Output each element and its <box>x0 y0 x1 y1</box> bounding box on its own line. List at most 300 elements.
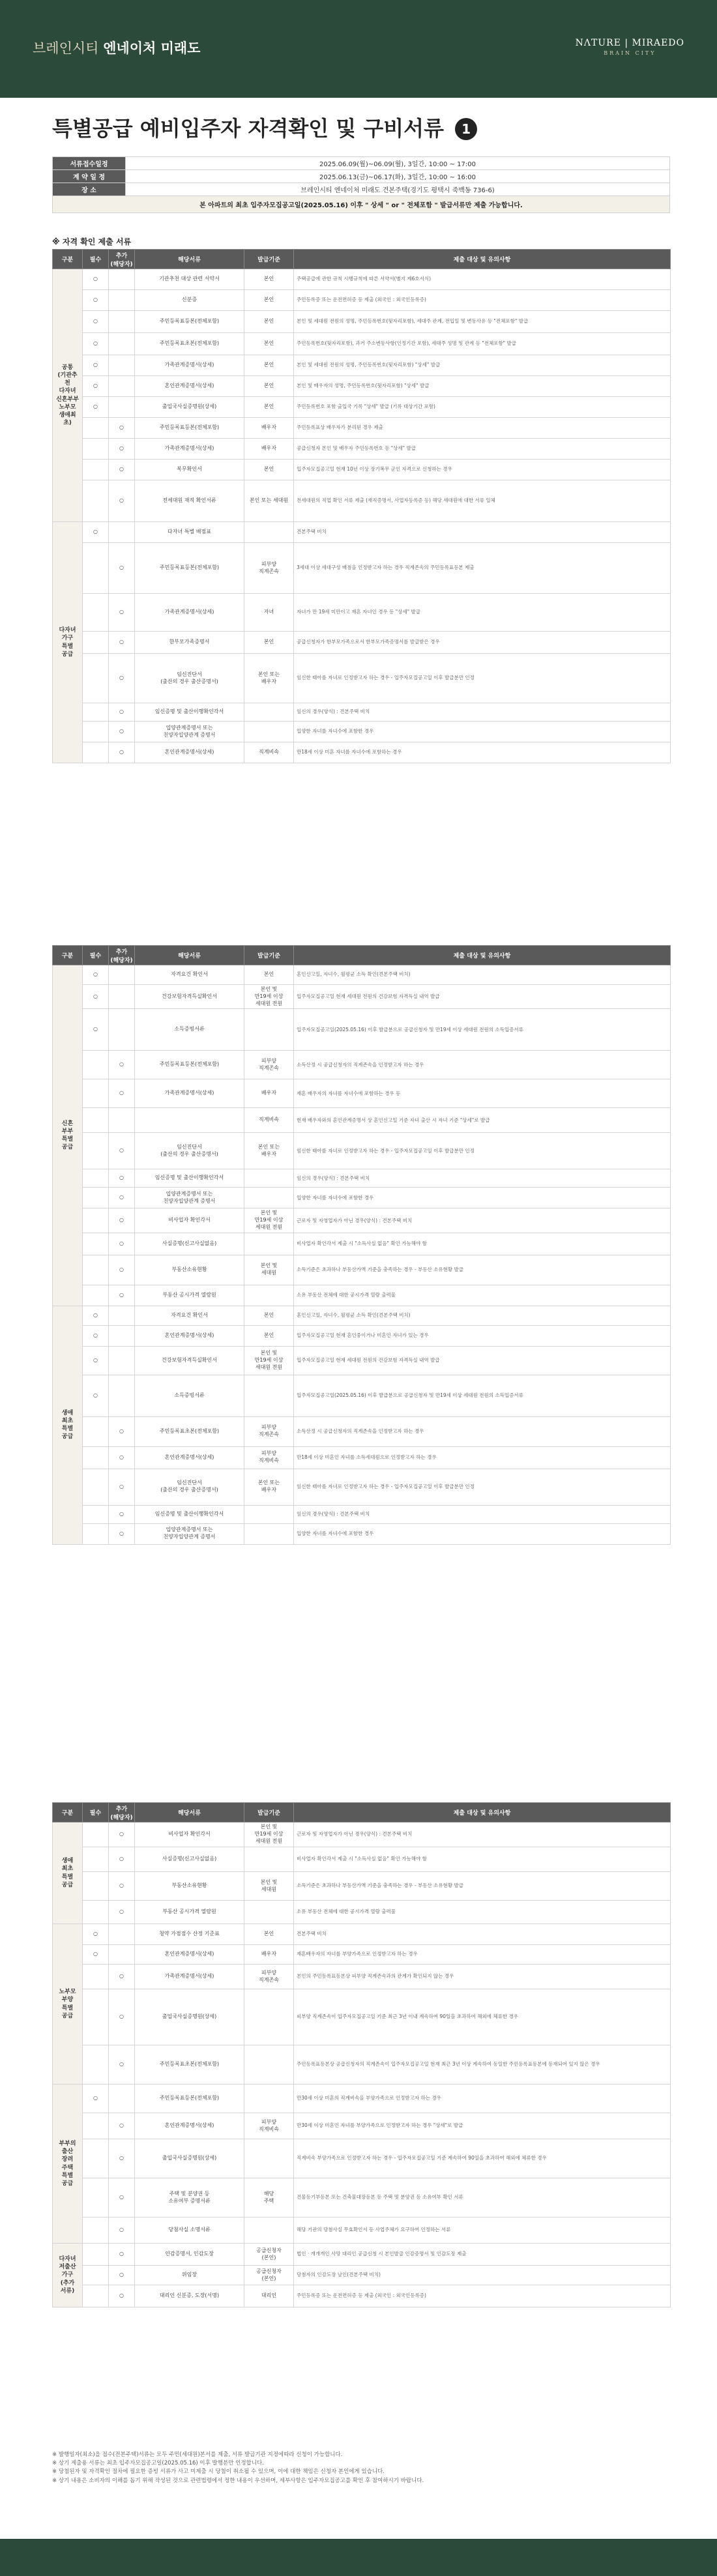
document-name: 가족관계증명서(상세) <box>135 439 244 460</box>
document-name: 청약 가점점수 산정 기준표 <box>135 1924 244 1945</box>
issuer-cell <box>244 522 294 543</box>
additional-mark: ○ <box>109 1989 135 2045</box>
footnote-line: ※ 발행일자(최소)을 접수(전본주택)서류는 모두 주민(세대원)본서를 제출, 서류 발급기관 지정에따라 신청이 가능합니다. <box>52 2452 343 2458</box>
issuer-cell: 본인 <box>244 376 294 397</box>
issuer-cell: 배우자 <box>244 1945 294 1965</box>
issuer-cell: 본인 및 만19세 이상 세대원 전원 <box>244 1822 294 1847</box>
document-name: 인감증명서, 인감도장 <box>135 2244 244 2266</box>
document-name: 사실증명(신고사실없음) <box>135 1233 244 1255</box>
info-note: 본 아파트의 최초 입주자모집공고일(2025.05.16) 이후 " 상세 " or " 전체포함 " 발급서류만 제출 가능합니다. <box>53 196 670 213</box>
table-header-row <box>53 1803 671 1822</box>
info-row <box>53 170 670 183</box>
document-name: 임신증명 및 출산이행확인각서 <box>135 1505 244 1523</box>
issuer-cell <box>244 1009 294 1051</box>
issuer-cell <box>244 1285 294 1306</box>
issuer-cell: 피부양 직계존속 <box>244 1051 294 1079</box>
additional-mark: ○ <box>109 2139 135 2178</box>
issuer-cell <box>244 1901 294 1924</box>
note-cell: 피부양 직계존속이 입주자모집공고일 기준 최근 3년 이내 계속하여 90일을 초과하여 해외에 체류한 경우 <box>294 1989 671 2045</box>
document-name: 임신증명 및 출산이행확인각서 <box>135 703 244 722</box>
document-name: 당첨사실 소명서류 <box>135 2217 244 2244</box>
additional-mark <box>109 269 135 290</box>
note-cell: 주민등록번호(뒷자리포함), 과거 주소변동사항(인정기간 포함), 세대주 성명 및 관계 등 "전체포함" 발급 <box>294 333 671 355</box>
required-mark: ○ <box>83 376 109 397</box>
issuer-cell <box>244 2139 294 2178</box>
header-additional: 추가 (해당자) <box>109 250 135 269</box>
header-document: 해당서류 <box>135 1803 244 1822</box>
document-name: 사실증명(신고사실없음) <box>135 1847 244 1872</box>
required-mark: ○ <box>83 965 109 985</box>
table-row <box>53 522 671 543</box>
additional-mark: ○ <box>109 1079 135 1108</box>
note-cell: 입주자모집공고일(2025.05.16) 이후 발급분으로 공급신청자 및 만19세 이상 세대원 전원의 소득입증서류 <box>294 1009 671 1051</box>
table-row <box>53 1416 671 1446</box>
issuer-cell: 공급신청자 (본인) <box>244 2266 294 2285</box>
additional-mark: ○ <box>109 1208 135 1233</box>
additional-mark: ○ <box>109 1446 135 1469</box>
issuer-cell: 공급신청자 (본인) <box>244 2244 294 2266</box>
table-row <box>53 1051 671 1079</box>
section-title: ※ 자격 확인 제출 서류 <box>52 237 132 246</box>
note-cell: 본인 및 세대원 전원의 성명, 주민등록번호(뒷자리포함), 세대주 관계, 전입일 및 변동사유 등 "전체포함" 발급 <box>294 311 671 333</box>
issuer-cell: 자녀 <box>244 594 294 632</box>
table-row <box>53 2285 671 2307</box>
required-mark <box>83 543 109 594</box>
note-cell: 입주자모집공고일 현재 세대원 전원의 건강보험 자격득실 내역 발급 <box>294 985 671 1009</box>
additional-mark <box>109 965 135 985</box>
note-cell: 재혼 배우자의 자녀를 자녀수에 포함하는 경우 등 <box>294 1079 671 1108</box>
table-row <box>53 1306 671 1325</box>
additional-mark: ○ <box>109 2045 135 2085</box>
additional-mark: ○ <box>109 1051 135 1079</box>
schedule-info-table <box>52 156 670 213</box>
table-row <box>53 2139 671 2178</box>
footnote-line: ※ 상기 내용은 소비자의 이해를 돕기 위해 작성된 것으로 관련법령에서 정한 내용이 우선하며, 세부사항은 입주자모집공고를 확인 후 참여하시기 바랍니다. <box>52 2477 424 2484</box>
header-required: 필수 <box>83 1803 109 1822</box>
brand-prefix: 브레인시티 <box>33 40 99 56</box>
additional-mark: ○ <box>109 1523 135 1544</box>
additional-mark: ○ <box>109 1822 135 1847</box>
document-name: 부동산소유현황 <box>135 1872 244 1901</box>
document-name: 출입국사실증명원(상세) <box>135 2139 244 2178</box>
note-cell: 근로자 및 자영업자가 아닌 경우(양식) : 견본주택 비치 <box>294 1208 671 1233</box>
table-row <box>53 418 671 439</box>
table-row <box>53 722 671 742</box>
note-cell: 건물등기부등본 또는 건축물대장등본 등 주택 및 분양권 등 소유여부 확인 서류 <box>294 2178 671 2217</box>
document-name: 입양관계증명서 또는 친양자입양관계 증명서 <box>135 722 244 742</box>
additional-mark: ○ <box>109 439 135 460</box>
documents-table-3 <box>52 1802 671 2307</box>
document-name: 입양관계증명서 또는 친양자입양관계 증명서 <box>135 1523 244 1544</box>
table-row <box>53 333 671 355</box>
note-cell: 만18세 이상 미혼 자녀를 자녀수에 포함하는 경우 <box>294 742 671 763</box>
note-cell: 당첨자의 인감도장 날인(견본주택 비치) <box>294 2266 671 2285</box>
documents-table-2 <box>52 945 671 1545</box>
required-mark <box>83 1901 109 1924</box>
note-cell: 견본주택 비치 <box>294 522 671 543</box>
header-additional: 추가 (해당자) <box>109 946 135 965</box>
required-mark: ○ <box>83 2085 109 2113</box>
table-row <box>53 1872 671 1901</box>
note-cell: 입주자모집공고일 현재 혼인중이거나 미혼인 자녀가 있는 경우 <box>294 1325 671 1346</box>
additional-mark: ○ <box>109 1469 135 1505</box>
additional-mark: ○ <box>109 1188 135 1208</box>
required-mark: ○ <box>83 311 109 333</box>
category-cell: 신혼 부부 특별 공급 <box>53 965 83 1306</box>
note-cell: 현재 배우자와의 혼인관계증명서 상 혼인신고일 기준 자녀 출산 시 자녀 기준 "상세"로 발급 <box>294 1108 671 1133</box>
document-name: 주민등록표등본(전체포함) <box>135 311 244 333</box>
note-cell: 혼인신고일, 자녀수, 월평균 소득 확인(견본주택 비치) <box>294 1306 671 1325</box>
issuer-cell <box>244 1989 294 2045</box>
page-title-text: 특별공급 예비입주자 자격확인 및 구비서류 <box>52 116 444 141</box>
issuer-cell: 본인 <box>244 290 294 311</box>
note-cell: 소득산정 시 공급신청자의 직계존속을 인정받고자 하는 경우 <box>294 1051 671 1079</box>
category-cell: 공통 (기관추천 다자녀 신혼부부 노부모 생애최초) <box>53 269 83 522</box>
note-cell: 만18세 이상 미혼인 자녀를 소득세대원으로 인정받고자 하는 경우 <box>294 1446 671 1469</box>
table-row <box>53 965 671 985</box>
additional-mark <box>109 290 135 311</box>
document-name: 주민등록표초본(전체포함) <box>135 333 244 355</box>
issuer-cell: 피부양 직계존속 <box>244 1416 294 1446</box>
required-mark <box>83 439 109 460</box>
additional-mark: ○ <box>109 1505 135 1523</box>
issuer-cell: 피부양 직계비속 <box>244 1446 294 1469</box>
required-mark <box>83 1416 109 1446</box>
table-row <box>53 594 671 632</box>
note-cell: 소득기준은 초과하나 부동산가액 기준을 충족하는 경우 - 부동산 소유현황 발급 <box>294 1255 671 1285</box>
required-mark <box>83 2178 109 2217</box>
header-note: 제출 대상 및 유의사항 <box>294 1803 671 1822</box>
required-mark <box>83 1051 109 1079</box>
note-cell: 재혼배우자의 자녀를 부양가족으로 인정받고자 하는 경우 <box>294 1945 671 1965</box>
document-name: 혼인관계증명서(상세) <box>135 742 244 763</box>
issuer-cell <box>244 703 294 722</box>
issuer-cell: 대리인 <box>244 2285 294 2307</box>
note-cell: 전세대원의 직업 확인 서류 제출 (재직증명서, 사업자등록증 등) 해당 세대원에 대한 서류 일체 <box>294 480 671 522</box>
required-mark <box>83 1108 109 1133</box>
info-key: 계 약 일 정 <box>53 170 126 183</box>
additional-mark: ○ <box>109 654 135 703</box>
header-note: 제출 대상 및 유의사항 <box>294 250 671 269</box>
additional-mark: ○ <box>109 1169 135 1188</box>
table-row <box>53 1009 671 1051</box>
issuer-cell: 직계비속 <box>244 742 294 763</box>
issuer-cell: 본인 및 세대원 <box>244 1872 294 1901</box>
additional-mark: ○ <box>109 722 135 742</box>
footnotes <box>52 2451 670 2485</box>
required-mark <box>83 2045 109 2085</box>
category-cell: 노부모 부양 특별 공급 <box>53 1924 83 2085</box>
additional-mark <box>109 333 135 355</box>
note-cell: 임신의 경우(양식) : 견본주택 비치 <box>294 1169 671 1188</box>
additional-mark: ○ <box>109 632 135 654</box>
note-cell: 임신한 태아를 자녀로 인정받고자 하는 경우 - 입주자모집공고일 이후 발급분만 인정 <box>294 1133 671 1169</box>
required-mark <box>83 460 109 480</box>
table-row <box>53 1255 671 1285</box>
table-row <box>53 376 671 397</box>
table-row <box>53 1285 671 1306</box>
issuer-cell <box>244 1523 294 1544</box>
issuer-cell <box>244 1233 294 1255</box>
note-cell: 입주자모집공고일 현재 세대원 전원의 건강보험 자격득실 내역 발급 <box>294 1346 671 1375</box>
document-name: 부동산 공시가격 열람원 <box>135 1285 244 1306</box>
required-mark: ○ <box>83 290 109 311</box>
additional-mark <box>109 1346 135 1375</box>
header-document: 해당서류 <box>135 946 244 965</box>
additional-mark <box>109 355 135 376</box>
info-key: 서류접수일정 <box>53 157 126 170</box>
table-row <box>53 1188 671 1208</box>
note-cell: 입주자모집공고일(2025.05.16) 이후 발급분으로 공급신청자 및 만19세 이상 세대원 전원의 소득입증서류 <box>294 1375 671 1416</box>
required-mark: ○ <box>83 397 109 418</box>
table-row <box>53 1169 671 1188</box>
document-name: 한부모가족증명서 <box>135 632 244 654</box>
category-cell: 생애 최초 특별 공급 <box>53 1822 83 1924</box>
additional-mark: ○ <box>109 703 135 722</box>
document-name: 주민등록표등본(전체포함) <box>135 1051 244 1079</box>
note-cell: 공급신청자가 한부모가족으로서 한부모가족증명서를 발급받은 경우 <box>294 632 671 654</box>
document-name: 복무확인서 <box>135 460 244 480</box>
table-row <box>53 1924 671 1945</box>
additional-mark: ○ <box>109 594 135 632</box>
required-mark <box>83 1965 109 1989</box>
additional-mark: ○ <box>109 1133 135 1169</box>
required-mark <box>83 1989 109 2045</box>
issuer-cell <box>244 1188 294 1208</box>
required-mark <box>83 1188 109 1208</box>
note-cell: 만30세 이상 미혼인 자녀를 부양가족으로 인정받고자 하는 경우 "상세"로 발급 <box>294 2113 671 2139</box>
required-mark: ○ <box>83 1346 109 1375</box>
document-name: 혼인관계증명서(상세) <box>135 1945 244 1965</box>
note-cell: 자녀가 만 19세 미만이고 재혼 자녀인 경우 등 "상세" 발급 <box>294 594 671 632</box>
required-mark <box>83 1285 109 1306</box>
additional-mark: ○ <box>109 1255 135 1285</box>
additional-mark: ○ <box>109 2217 135 2244</box>
note-cell: 본인 및 세대원 전원의 성명, 주민등록번호(뒷자리포함) "상세" 발급 <box>294 355 671 376</box>
document-name: 가족관계증명서(상세) <box>135 594 244 632</box>
document-name: 비사업자 확인각서 <box>135 1822 244 1847</box>
info-key: 장 소 <box>53 183 126 196</box>
info-row <box>53 157 670 170</box>
document-name: 대리인 신분증, 도장(서명) <box>135 2285 244 2307</box>
header-type: 구분 <box>53 1803 83 1822</box>
document-name: 입양관계증명서 또는 친양자입양관계 증명서 <box>135 1188 244 1208</box>
required-mark <box>83 1079 109 1108</box>
header-issuer: 발급기준 <box>244 946 294 965</box>
required-mark <box>83 2139 109 2178</box>
additional-mark <box>109 376 135 397</box>
additional-mark: ○ <box>109 2178 135 2217</box>
required-mark <box>83 703 109 722</box>
bottom-bar <box>0 2539 717 2576</box>
document-name: 소득증빙서류 <box>135 1009 244 1051</box>
note-cell: 임신한 태아를 자녀로 인정받고자 하는 경우 - 입주자모집공고일 이후 발급분만 인정 <box>294 654 671 703</box>
required-mark <box>83 1872 109 1901</box>
issuer-cell: 본인 <box>244 1306 294 1325</box>
issuer-cell: 본인 및 만19세 이상 세대원 전원 <box>244 1346 294 1375</box>
table-row <box>53 355 671 376</box>
additional-mark <box>109 397 135 418</box>
note-cell: 만30세 이상 미혼의 직계비속을 부양가족으로 인정받고자 하는 경우 <box>294 2085 671 2113</box>
header-additional: 추가 (해당자) <box>109 1803 135 1822</box>
issuer-cell: 배우자 <box>244 439 294 460</box>
required-mark <box>83 2113 109 2139</box>
brand-title <box>33 38 200 57</box>
table-row <box>53 1945 671 1965</box>
document-name: 혼인관계증명서(상세) <box>135 1325 244 1346</box>
issuer-cell: 본인 또는 배우자 <box>244 1133 294 1169</box>
note-cell: 주민등록번호 포함 출입국 기록 "상세" 발급 (기록 대상기간 포함) <box>294 397 671 418</box>
table-row <box>53 1505 671 1523</box>
required-mark: ○ <box>83 1375 109 1416</box>
additional-mark: ○ <box>109 460 135 480</box>
table-row <box>53 2085 671 2113</box>
issuer-cell <box>244 1847 294 1872</box>
table-row <box>53 1446 671 1469</box>
required-mark <box>83 1233 109 1255</box>
additional-mark <box>109 2085 135 2113</box>
document-name: 건강보험자격득실확인서 <box>135 1346 244 1375</box>
additional-mark: ○ <box>109 1285 135 1306</box>
required-mark <box>83 1469 109 1505</box>
table-row <box>53 311 671 333</box>
document-name: 자격요건 확인서 <box>135 965 244 985</box>
table-row <box>53 1233 671 1255</box>
document-name: 임신진단서 (출산의 경우 출산증명서) <box>135 1469 244 1505</box>
document-name: 가족관계증명서(상세) <box>135 1965 244 1989</box>
issuer-cell <box>244 2085 294 2113</box>
issuer-cell: 배우자 <box>244 418 294 439</box>
note-cell: 소득산정 시 공급신청자의 직계존속을 인정받고자 하는 경우 <box>294 1416 671 1446</box>
additional-mark: ○ <box>109 1965 135 1989</box>
issuer-cell: 본인 <box>244 269 294 290</box>
required-mark <box>83 1169 109 1188</box>
required-mark <box>83 722 109 742</box>
note-cell: 임신의 경우(양식) : 견본주택 비치 <box>294 1505 671 1523</box>
table-row <box>53 1133 671 1169</box>
category-cell: 생애 최초 특별 공급 <box>53 1306 83 1544</box>
issuer-cell: 본인 및 만19세 이상 세대원 전원 <box>244 1208 294 1233</box>
document-name: 주민등록표등본(전체포함) <box>135 418 244 439</box>
required-mark <box>83 1446 109 1469</box>
additional-mark <box>109 522 135 543</box>
note-cell: 비사업자 확인각서 제출 시 "소득사실 없음" 확인 가능해야 함 <box>294 1233 671 1255</box>
document-name: 주민등록표초본(전체포함) <box>135 2045 244 2085</box>
additional-mark: ○ <box>109 1416 135 1446</box>
documents-table-1 <box>52 249 671 763</box>
table-row <box>53 439 671 460</box>
note-cell: 주민등록증 또는 운전면허증 등 제출 (외국인 : 외국인등록증) <box>294 2285 671 2307</box>
info-value: 2025.06.13(금)~06.17(화), 3일간, 10:00 ~ 16:00 <box>126 170 670 183</box>
document-name: 혼인관계증명서(상세) <box>135 2113 244 2139</box>
table-row <box>53 1346 671 1375</box>
issuer-cell: 본인 <box>244 397 294 418</box>
document-name: 부동산 공시가격 열람원 <box>135 1901 244 1924</box>
table-row <box>53 2217 671 2244</box>
document-name: 자격요건 확인서 <box>135 1306 244 1325</box>
additional-mark: ○ <box>109 1872 135 1901</box>
document-name: 임신진단서 (출산의 경우 출산증명서) <box>135 654 244 703</box>
required-mark: ○ <box>83 1924 109 1945</box>
document-name: 임신증명 및 출산이행확인각서 <box>135 1169 244 1188</box>
logo-subtext: BRAIN CITY <box>604 50 656 56</box>
header-issuer: 발급기준 <box>244 250 294 269</box>
note-cell: 임신한 태아를 자녀로 인정받고자 하는 경우 - 입주자모집공고일 이후 발급분만 인정 <box>294 1469 671 1505</box>
document-name: 가족관계증명서(상세) <box>135 1079 244 1108</box>
document-name: 신분증 <box>135 290 244 311</box>
document-name: 가족관계증명서(상세) <box>135 355 244 376</box>
issuer-cell: 해당 주택 <box>244 2178 294 2217</box>
required-mark <box>83 2217 109 2244</box>
issuer-cell: 본인 또는 배우자 <box>244 1469 294 1505</box>
table-header-row <box>53 946 671 965</box>
additional-mark: ○ <box>109 2244 135 2266</box>
document-name: 출입국사실증명원(상세) <box>135 1989 244 2045</box>
note-cell: 입양한 자녀를 자녀수에 포함한 경우 <box>294 1523 671 1544</box>
table-row <box>53 2178 671 2217</box>
issuer-cell: 배우자 <box>244 1079 294 1108</box>
required-mark: ○ <box>83 985 109 1009</box>
table-row <box>53 1901 671 1924</box>
table-row <box>53 1208 671 1233</box>
header-issuer: 발급기준 <box>244 1803 294 1822</box>
table-row <box>53 742 671 763</box>
note-cell: 해당 기관의 당첨사실 무효확인서 등 사업주체가 요구하여 인정하는 서류 <box>294 2217 671 2244</box>
issuer-cell: 피부양 직계존속 <box>244 543 294 594</box>
document-name: 주택 및 분양권 등 소유여부 증명서류 <box>135 2178 244 2217</box>
required-mark <box>83 1523 109 1544</box>
note-cell: 본인의 주민등록표등본상 피부양 직계존속과의 관계가 확인되지 않는 경우 <box>294 1965 671 1989</box>
note-cell: 입양한 자녀를 자녀수에 포함한 경우 <box>294 722 671 742</box>
table-row <box>53 1079 671 1108</box>
note-cell: 3세대 이상 세대구성 배점을 인정받고자 하는 경우 직계존속의 주민등록표등본 제출 <box>294 543 671 594</box>
table-row <box>53 1847 671 1872</box>
required-mark <box>83 632 109 654</box>
additional-mark <box>109 1325 135 1346</box>
required-mark <box>83 2266 109 2285</box>
issuer-cell <box>244 1169 294 1188</box>
note-cell: 소유 부동산 전체에 대한 공시가격 열람 출력물 <box>294 1285 671 1306</box>
additional-mark: ○ <box>109 742 135 763</box>
header-required: 필수 <box>83 946 109 965</box>
document-name: 임신진단서 (출산의 경우 출산증명서) <box>135 1133 244 1169</box>
issuer-cell: 본인 <box>244 311 294 333</box>
top-header <box>0 0 717 98</box>
note-cell: 직계비속 부양가족으로 인정받고자 하는 경우 - 입주자모집공고일 기준 계속하여 90일을 초과하여 해외에 체류한 경우 <box>294 2139 671 2178</box>
required-mark <box>83 418 109 439</box>
note-cell: 소득기준은 초과하나 부동산가액 기준을 충족하는 경우 - 부동산 소유현황 발급 <box>294 1872 671 1901</box>
issuer-cell: 본인 <box>244 460 294 480</box>
additional-mark <box>109 1945 135 1965</box>
document-name: 혼인관계증명서(상세) <box>135 1446 244 1469</box>
logo-text: ΝΛTURE | MIRAEDO <box>575 38 684 48</box>
document-name: 주민등록표등본(전체포함) <box>135 543 244 594</box>
table-row <box>53 1822 671 1847</box>
required-mark <box>83 2244 109 2266</box>
additional-mark <box>109 311 135 333</box>
header-type: 구분 <box>53 946 83 965</box>
document-name: 부동산소유현황 <box>135 1255 244 1285</box>
issuer-cell: 본인 <box>244 1325 294 1346</box>
note-cell: 입양한 자녀를 자녀수에 포함한 경우 <box>294 1188 671 1208</box>
required-mark: ○ <box>83 1306 109 1325</box>
note-cell: 법인 · 개개개인 사망 대리인 공급신청 시 본인발급 인감증명서 및 인감도장 제출 <box>294 2244 671 2266</box>
document-name: 다자녀 특별 배점표 <box>135 522 244 543</box>
required-mark: ○ <box>83 1325 109 1346</box>
issuer-cell: 본인 및 만19세 이상 세대원 전원 <box>244 985 294 1009</box>
issuer-cell: 본인 <box>244 355 294 376</box>
header-required: 필수 <box>83 250 109 269</box>
